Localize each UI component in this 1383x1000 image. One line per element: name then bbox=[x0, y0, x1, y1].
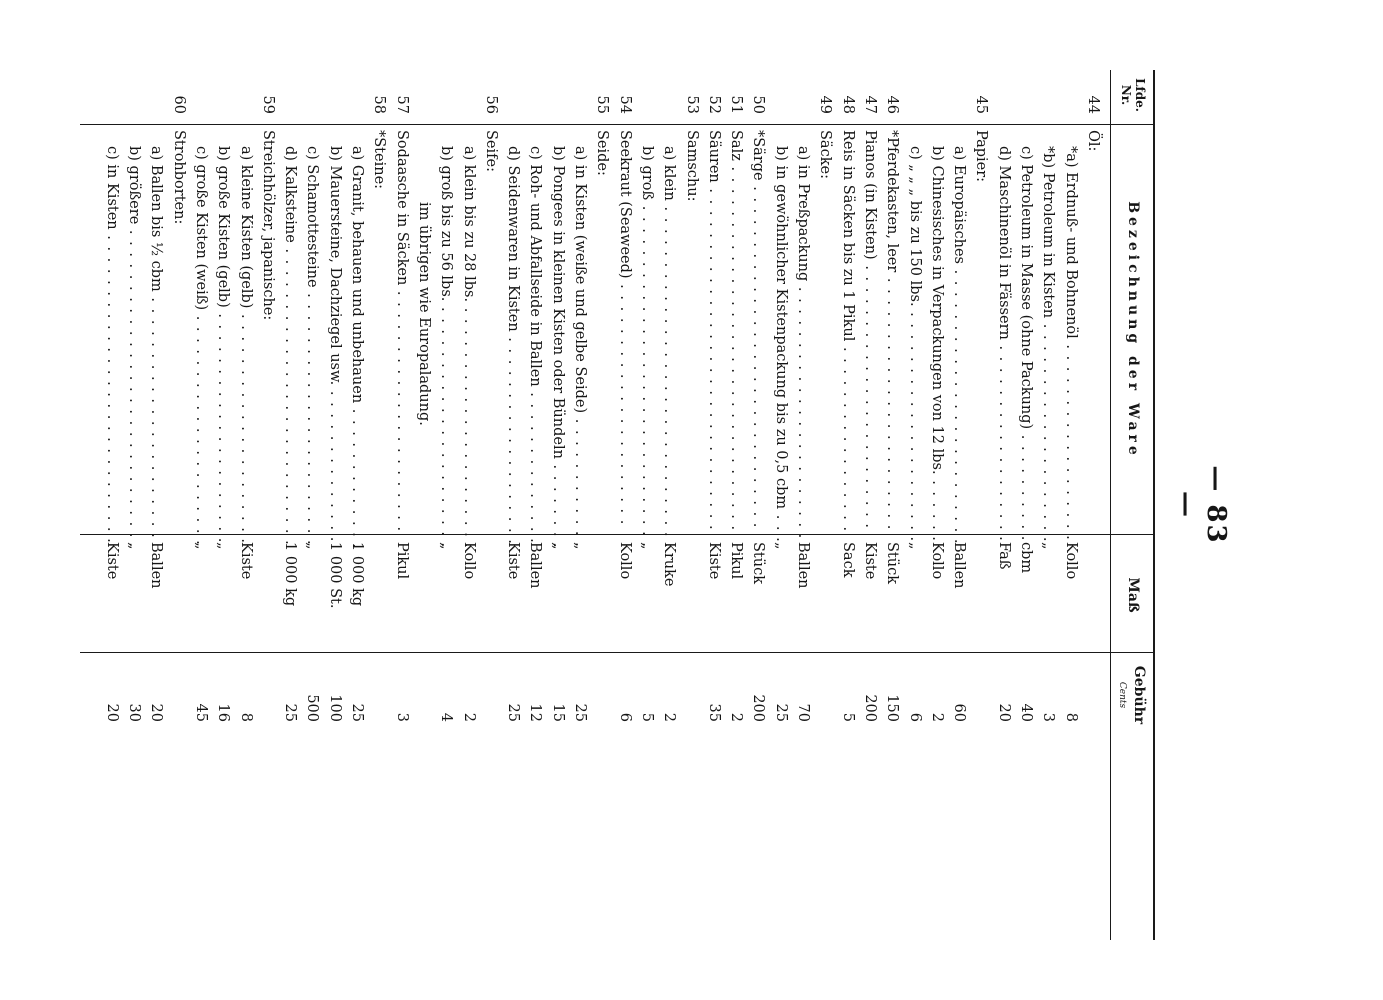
digitization-footer bbox=[2, 605, 20, 995]
row-fee: 30 bbox=[126, 703, 143, 722]
table-row bbox=[860, 70, 880, 940]
row-unit: „ bbox=[126, 542, 143, 550]
row-description: Seife: bbox=[482, 130, 499, 172]
row-fee: 40 bbox=[1018, 703, 1035, 722]
row-unit: 1 000 kg bbox=[282, 542, 299, 607]
row-description: a) kleine Kisten (gelb) . . . bbox=[236, 130, 256, 546]
row-fee: 6 bbox=[616, 712, 633, 722]
row-unit: „ bbox=[193, 542, 209, 550]
table-row bbox=[592, 70, 612, 940]
row-number: 46 bbox=[884, 95, 901, 114]
row-number: 58 bbox=[371, 95, 388, 114]
row-number: 45 bbox=[973, 95, 990, 114]
row-description: b) größere . . . bbox=[124, 130, 144, 546]
row-description: Salz . . . bbox=[726, 130, 746, 530]
row-number: 50 bbox=[750, 95, 767, 114]
table-row bbox=[146, 70, 166, 940]
row-number: 60 bbox=[170, 95, 187, 114]
row-unit: „ bbox=[304, 542, 321, 550]
row-number: 51 bbox=[728, 95, 745, 114]
row-fee: 8 bbox=[1062, 712, 1079, 722]
table-row bbox=[570, 70, 590, 940]
header-bezeichnung: Bezeichnung der Ware bbox=[1125, 201, 1141, 459]
table-row bbox=[280, 70, 300, 940]
row-fee: 16 bbox=[215, 703, 232, 722]
row-unit: „ bbox=[438, 542, 455, 550]
table-row bbox=[1061, 70, 1081, 940]
header-cents: Cents bbox=[1117, 681, 1127, 709]
row-unit: „ bbox=[639, 542, 655, 550]
row-description: Öl: bbox=[1085, 130, 1101, 152]
row-description: a) Ballen bis ½ cbm . . . bbox=[146, 130, 166, 546]
row-number: 52 bbox=[705, 95, 722, 114]
table-row bbox=[726, 70, 746, 940]
row-unit: „ bbox=[772, 542, 789, 550]
table-row bbox=[637, 70, 657, 940]
row-description: a) in Preßpackung . . . bbox=[793, 130, 813, 546]
row-description: b) groß . . . bbox=[637, 130, 657, 546]
table-row bbox=[838, 70, 858, 940]
row-fee: 3 bbox=[1040, 712, 1057, 722]
row-fee: 25 bbox=[282, 703, 299, 722]
row-fee: 100 bbox=[326, 694, 343, 722]
table-row bbox=[459, 70, 479, 940]
row-number: 56 bbox=[482, 95, 499, 114]
row-fee: 25 bbox=[572, 703, 589, 722]
header-nr: Lfde. Nr. bbox=[1119, 78, 1147, 112]
row-unit: Faß bbox=[995, 542, 1012, 570]
table-row bbox=[392, 70, 412, 940]
row-description: Säcke: bbox=[817, 130, 834, 179]
table-row bbox=[236, 70, 256, 940]
table-row bbox=[213, 70, 233, 940]
row-unit: Kiste bbox=[103, 542, 120, 580]
row-description: Säuren . . . bbox=[704, 130, 724, 530]
row-description: *b) Petroleum in Kisten . . . bbox=[1038, 130, 1058, 546]
row-fee: 2 bbox=[661, 712, 678, 722]
row-description: a) klein bis zu 28 lbs. . . . bbox=[459, 130, 479, 546]
row-description: Seekraut (Seaweed) . . . bbox=[615, 130, 635, 530]
row-unit: „ bbox=[1040, 542, 1057, 550]
row-description: c) in Kisten . . . bbox=[102, 130, 122, 546]
row-fee: 20 bbox=[995, 703, 1012, 722]
row-number: 53 bbox=[683, 95, 700, 114]
row-unit: Pikul bbox=[393, 542, 410, 580]
row-unit: Ballen bbox=[951, 542, 968, 589]
row-description: a) Europäisches . . . bbox=[949, 130, 969, 546]
row-fee: 6 bbox=[906, 712, 923, 722]
table-row bbox=[949, 70, 969, 940]
row-fee: 12 bbox=[527, 703, 544, 722]
row-description: c) große Kisten (weiß) . . . bbox=[191, 130, 211, 546]
table-row bbox=[704, 70, 724, 940]
table-row bbox=[927, 70, 947, 940]
header-bottom-rule bbox=[1110, 70, 1111, 940]
row-description: c) „ „ „ bis zu 150 lbs. . . . bbox=[905, 130, 925, 546]
table-row bbox=[414, 70, 434, 940]
rotated-document-page bbox=[41, 70, 1241, 940]
table-row bbox=[615, 70, 635, 940]
table-row bbox=[994, 70, 1014, 940]
row-unit: Kiste bbox=[862, 542, 878, 580]
row-number: 59 bbox=[259, 95, 276, 114]
table-row bbox=[169, 70, 189, 940]
row-description: Reis in Säcken bis zu 1 Pikul . . . bbox=[838, 130, 858, 530]
row-fee: 25 bbox=[772, 703, 789, 722]
row-description: b) Chinesisches in Verpackungen von 12 lbs. . . . bbox=[927, 130, 947, 546]
row-unit: „ bbox=[906, 542, 923, 550]
row-number: 54 bbox=[616, 95, 633, 114]
row-description: b) große Kisten (gelb) . . . bbox=[213, 130, 233, 546]
row-fee: 2 bbox=[460, 712, 477, 722]
row-fee: 200 bbox=[862, 694, 878, 722]
row-unit: Kollo bbox=[928, 542, 945, 580]
row-fee: 2 bbox=[728, 712, 745, 722]
row-fee: 20 bbox=[148, 703, 165, 722]
table-row bbox=[303, 70, 323, 940]
row-fee: 5 bbox=[639, 712, 655, 722]
row-description: a) in Kisten (weiße und gelbe Seide) . . . bbox=[570, 130, 590, 546]
table-row bbox=[369, 70, 389, 940]
row-fee: 45 bbox=[193, 703, 209, 722]
row-unit: „ bbox=[215, 542, 232, 550]
row-unit: Kiste bbox=[505, 542, 522, 580]
table-row bbox=[793, 70, 813, 940]
row-number: 57 bbox=[393, 95, 410, 114]
table-row bbox=[682, 70, 702, 940]
row-unit: Stück bbox=[884, 542, 901, 585]
row-number: 47 bbox=[862, 95, 878, 114]
row-description: Pianos (in Kisten) . . . bbox=[860, 130, 880, 530]
row-fee: 25 bbox=[505, 703, 522, 722]
row-number: 55 bbox=[594, 95, 611, 114]
row-unit: „ bbox=[549, 542, 566, 550]
row-unit: Kiste bbox=[705, 542, 722, 580]
table-row bbox=[102, 70, 122, 940]
row-fee: 200 bbox=[750, 694, 767, 722]
table-row bbox=[1083, 70, 1103, 940]
row-description: Papier: bbox=[973, 130, 990, 183]
row-fee: 70 bbox=[795, 703, 812, 722]
row-description: a) klein . . . bbox=[659, 130, 679, 546]
row-fee: 20 bbox=[103, 703, 120, 722]
row-unit: „ bbox=[572, 542, 589, 550]
row-description: d) Kalksteine . . . bbox=[280, 130, 300, 546]
table-row bbox=[972, 70, 992, 940]
row-description: c) Petroleum in Masse (ohne Packung) . . . bbox=[1016, 130, 1036, 546]
row-unit: Ballen bbox=[527, 542, 544, 589]
row-description: b) in gewöhnlicher Kistenpackung bis zu 0,5 cbm . . . bbox=[771, 130, 791, 546]
row-description: im übrigen wie Europaladung. bbox=[416, 202, 432, 426]
row-unit: 1 000 kg bbox=[349, 542, 366, 607]
row-fee: 500 bbox=[304, 694, 321, 722]
table-row bbox=[191, 70, 211, 940]
row-description: c) Schamottesteine . . . bbox=[303, 130, 323, 546]
row-number: 49 bbox=[817, 95, 834, 114]
row-fee: 35 bbox=[705, 703, 722, 722]
row-description: d) Seidenwaren in Kisten . . . bbox=[503, 130, 523, 546]
row-description: b) Pongees in kleinen Kisten oder Bündeln . . . bbox=[548, 130, 568, 546]
table-row bbox=[905, 70, 925, 940]
table-row bbox=[503, 70, 523, 940]
table-row bbox=[659, 70, 679, 940]
row-fee: 150 bbox=[884, 694, 901, 722]
row-fee: 15 bbox=[549, 703, 566, 722]
table-row bbox=[771, 70, 791, 940]
table-row bbox=[526, 70, 546, 940]
table-row bbox=[815, 70, 835, 940]
row-description: *Steine: bbox=[371, 130, 388, 190]
table-top-rule bbox=[1153, 70, 1155, 940]
row-description: Strohborten: bbox=[170, 130, 187, 225]
table-row bbox=[548, 70, 568, 940]
table-row bbox=[347, 70, 367, 940]
row-description: Streichhölzer, japanische: bbox=[259, 130, 276, 321]
table-row bbox=[124, 70, 144, 940]
row-fee: 8 bbox=[237, 712, 254, 722]
row-description: d) Maschinenöl in Fässern . . . bbox=[994, 130, 1014, 546]
row-number: 48 bbox=[839, 95, 856, 114]
table-row bbox=[436, 70, 456, 940]
row-description: Seide: bbox=[594, 130, 611, 176]
row-fee: 25 bbox=[349, 703, 366, 722]
page-number: — 83 — bbox=[1171, 465, 1231, 545]
row-fee: 5 bbox=[839, 712, 856, 722]
row-description: *a) Erdnuß- und Bohnenöl . . . bbox=[1061, 130, 1081, 546]
table-row bbox=[882, 70, 902, 940]
row-fee: 4 bbox=[438, 712, 455, 722]
table-row bbox=[749, 70, 769, 940]
row-description: Samschu: bbox=[683, 130, 700, 202]
row-description: b) groß bis zu 56 lbs. . . . bbox=[436, 130, 456, 546]
row-unit: Ballen bbox=[795, 542, 812, 589]
row-fee: 60 bbox=[951, 703, 968, 722]
table-row bbox=[325, 70, 345, 940]
row-unit: Kiste bbox=[237, 542, 254, 580]
table-row bbox=[1038, 70, 1058, 940]
row-description: c) Roh- und Abfallseide in Ballen . . . bbox=[526, 130, 546, 546]
row-unit: Stück bbox=[750, 542, 767, 585]
row-description: b) Mauersteine, Dachziegel usw. . . . bbox=[325, 130, 345, 546]
row-unit: Kollo bbox=[460, 542, 477, 580]
table-row bbox=[258, 70, 278, 940]
header-gebuehr: Gebühr bbox=[1131, 665, 1147, 725]
row-description: *Pferdekasten, leer . . . bbox=[882, 130, 902, 530]
row-unit: 1 000 St. bbox=[326, 542, 343, 609]
row-description: *Särge . . . bbox=[749, 130, 769, 530]
row-description: Sodaasche in Säcken . . . bbox=[392, 130, 412, 530]
row-fee: 2 bbox=[928, 712, 945, 722]
row-fee: 3 bbox=[393, 712, 410, 722]
table-row bbox=[481, 70, 501, 940]
row-unit: Sack bbox=[839, 542, 856, 578]
row-unit: cbm bbox=[1018, 542, 1035, 574]
row-unit: Ballen bbox=[148, 542, 165, 589]
header-mass: Maß bbox=[1125, 577, 1141, 613]
row-number: 44 bbox=[1085, 95, 1101, 114]
row-description: a) Granit, behauen und unbehauen . . . bbox=[347, 130, 367, 546]
row-unit: Pikul bbox=[728, 542, 745, 580]
table-row bbox=[1016, 70, 1036, 940]
row-unit: Kruke bbox=[661, 542, 678, 587]
row-unit: Kollo bbox=[1062, 542, 1079, 580]
row-unit: Kollo bbox=[616, 542, 633, 580]
